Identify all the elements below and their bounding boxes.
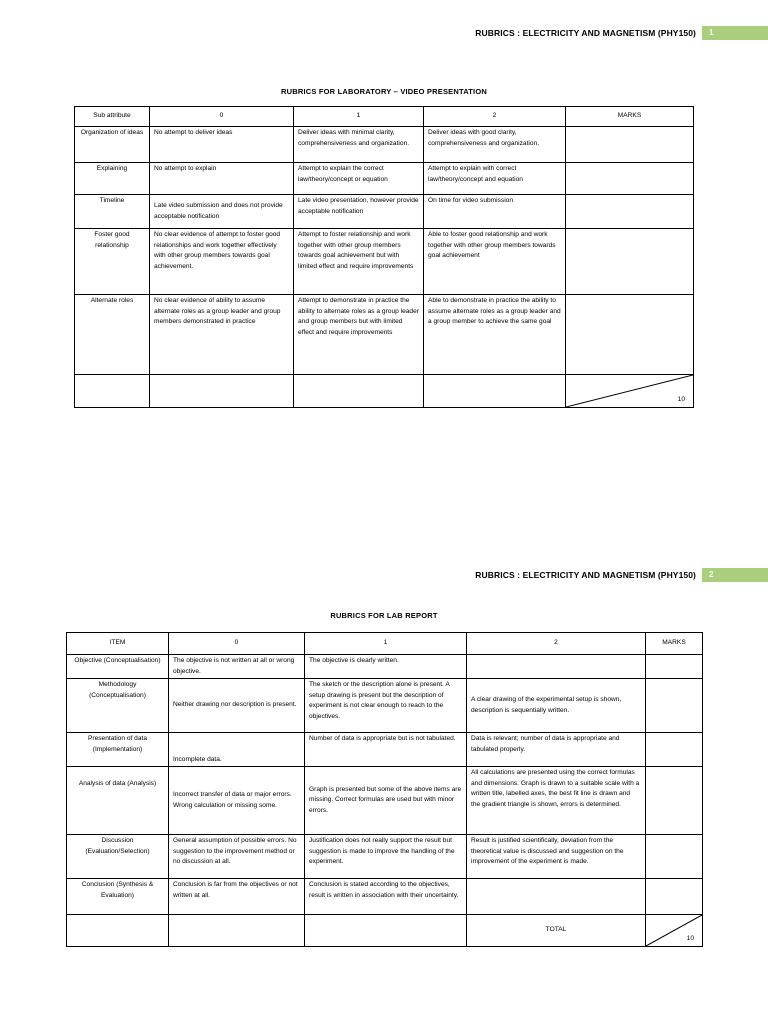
column-header: 2 [467,633,646,655]
total-marks-cell [566,375,694,408]
table-row [75,163,694,195]
sub-attribute-cell: Alternate roles [75,295,150,375]
table-row [67,879,703,915]
score-1-cell: Conclusion is stated according to the objectives, result is written in association with their uncertainty. [305,879,467,915]
column-header: 1 [294,107,424,127]
marks-cell [566,163,694,195]
table-row [75,295,694,375]
score-1-cell: The objective is clearly written. [305,655,467,679]
item-cell: Conclusion (Synthesis & Evaluation) [67,879,169,915]
score-2-cell: Result is justified scientifically, deviation from the theoretical value is discussed and suggestion on the improvement of the experiment is made. [467,835,646,879]
empty-cell [67,915,169,947]
score-0-cell: Neither drawing nor description is present. [169,679,305,733]
score-2-cell: All calculations are presented using the correct formulas and dimensions. Graph is drawn to a suitable scale with a written title, labelled axes, the best fit line is drawn and the gradient triangle is shown, errors is determined. [467,767,646,835]
empty-cell [75,375,150,408]
score-1-cell: Late video presentation, however provide acceptable notification [294,195,424,229]
marks-cell [566,195,694,229]
total-marks-value: 10 [686,934,694,942]
item-cell: Presentation of data (Implementation) [67,733,169,767]
score-0-cell: No attempt to deliver ideas [150,127,294,163]
empty-cell [294,375,424,408]
lab-report-rubric-table [66,632,703,947]
score-0-cell: Conclusion is far from the objectives or not written at all. [169,879,305,915]
score-1-cell: Attempt to foster relationship and work together with other group members towards goal achievement but with limited effect and require improvements [294,229,424,295]
diagonal-divider [566,375,693,407]
column-header: ITEM [67,633,169,655]
score-1-cell: The sketch or the description alone is present. A setup drawing is present but the description of experiment is not clear enough to reach to the objectives. [305,679,467,733]
marks-cell [646,767,703,835]
table-row [75,229,694,295]
score-0-cell: No attempt to explain [150,163,294,195]
table-header-row [67,633,703,655]
score-1-cell: Justification does not really support the result but suggestion is made to improve the handling of the experiment. [305,835,467,879]
item-cell: Objective (Conceptualisation) [67,655,169,679]
score-1-cell: Deliver ideas with minimal clarity, comprehensiveness and organization. [294,127,424,163]
total-row [67,915,703,947]
marks-cell [646,879,703,915]
sub-attribute-cell: Timeline [75,195,150,229]
score-2-cell: On time for video submission [424,195,566,229]
item-cell: Discussion (Evaluation/Selection) [67,835,169,879]
empty-cell [169,915,305,947]
column-header: MARKS [566,107,694,127]
score-0-cell: No clear evidence of attempt to foster good relationships and work together effectively with other group members towards goal achievement. [150,229,294,295]
column-header: MARKS [646,633,703,655]
table-header-row [75,107,694,127]
marks-cell [646,835,703,879]
video-presentation-rubric-table [74,106,694,408]
marks-cell [646,733,703,767]
table-row [67,767,703,835]
page2-page-number: 2 [702,568,768,582]
empty-cell [424,375,566,408]
score-2-cell: Attempt to explain with correct law/theory/concept and equation [424,163,566,195]
empty-cell [150,375,294,408]
table-row [75,127,694,163]
score-0-cell: Incomplete data. [169,733,305,767]
score-2-cell [467,879,646,915]
score-2-cell: Data is relevant; number of data is appropriate and tabulated properly. [467,733,646,767]
table-row [67,679,703,733]
score-2-cell: Deliver ideas with good clarity, comprehensiveness and organization. [424,127,566,163]
score-1-cell: Attempt to demonstrate in practice the ability to alternate roles as a group leader and group members but with limited effect and require improvements [294,295,424,375]
column-header: 0 [150,107,294,127]
score-2-cell: A clear drawing of the experimental setup is shown, description is sequentially written. [467,679,646,733]
marks-cell [646,655,703,679]
marks-cell [566,229,694,295]
column-header: 0 [169,633,305,655]
page2-header-title: RUBRICS : ELECTRICITY AND MAGNETISM (PHY150) [475,570,696,580]
total-row [75,375,694,408]
score-2-cell [467,655,646,679]
score-0-cell: The objective is not written at all or wrong objective. [169,655,305,679]
total-marks-value: 10 [677,395,685,403]
page1-header [0,26,768,40]
score-1-cell: Graph is presented but some of the above items are missing. Correct formulas are used but with minor errors. [305,767,467,835]
column-header: 1 [305,633,467,655]
score-0-cell: Late video submission and does not provide acceptable notification [150,195,294,229]
table-row [67,835,703,879]
score-1-cell: Number of data is appropriate but is not tabulated. [305,733,467,767]
marks-cell [566,295,694,375]
table-row [67,733,703,767]
page2-header [0,568,768,582]
item-cell: Analysis of data (Analysis) [67,767,169,835]
score-0-cell: Incorrect transfer of data or major errors. Wrong calculation or missing some. [169,767,305,835]
marks-cell [646,679,703,733]
marks-cell [566,127,694,163]
score-0-cell: General assumption of possible errors. No suggestion to the improvement method or no discussion at all. [169,835,305,879]
page1-page-number: 1 [702,26,768,40]
sub-attribute-cell: Explaining [75,163,150,195]
page2-section-title: RUBRICS FOR LAB REPORT [330,611,438,620]
total-marks-cell [646,915,703,947]
sub-attribute-cell: Organization of ideas [75,127,150,163]
score-0-cell: No clear evidence of ability to assume alternate roles as a group leader and group members demonstrated in practice [150,295,294,375]
sub-attribute-cell: Foster good relationship [75,229,150,295]
page1-header-title: RUBRICS : ELECTRICITY AND MAGNETISM (PHY150) [475,28,696,38]
column-header: 2 [424,107,566,127]
total-label: TOTAL [467,915,646,947]
table-row [75,195,694,229]
score-2-cell: Able to demonstrate in practice the ability to assume alternate roles as a group leader and a group member to achieve the same goal [424,295,566,375]
item-cell: Methodology (Conceptualisation) [67,679,169,733]
score-2-cell: Able to foster good relationship and work together with other group members towards goal achievement [424,229,566,295]
column-header: Sub attribute [75,107,150,127]
page1-section-title: RUBRICS FOR LABORATORY – VIDEO PRESENTATION [281,87,487,96]
table-row [67,655,703,679]
empty-cell [305,915,467,947]
score-1-cell: Attempt to explain the correct law/theory/concept or equation [294,163,424,195]
